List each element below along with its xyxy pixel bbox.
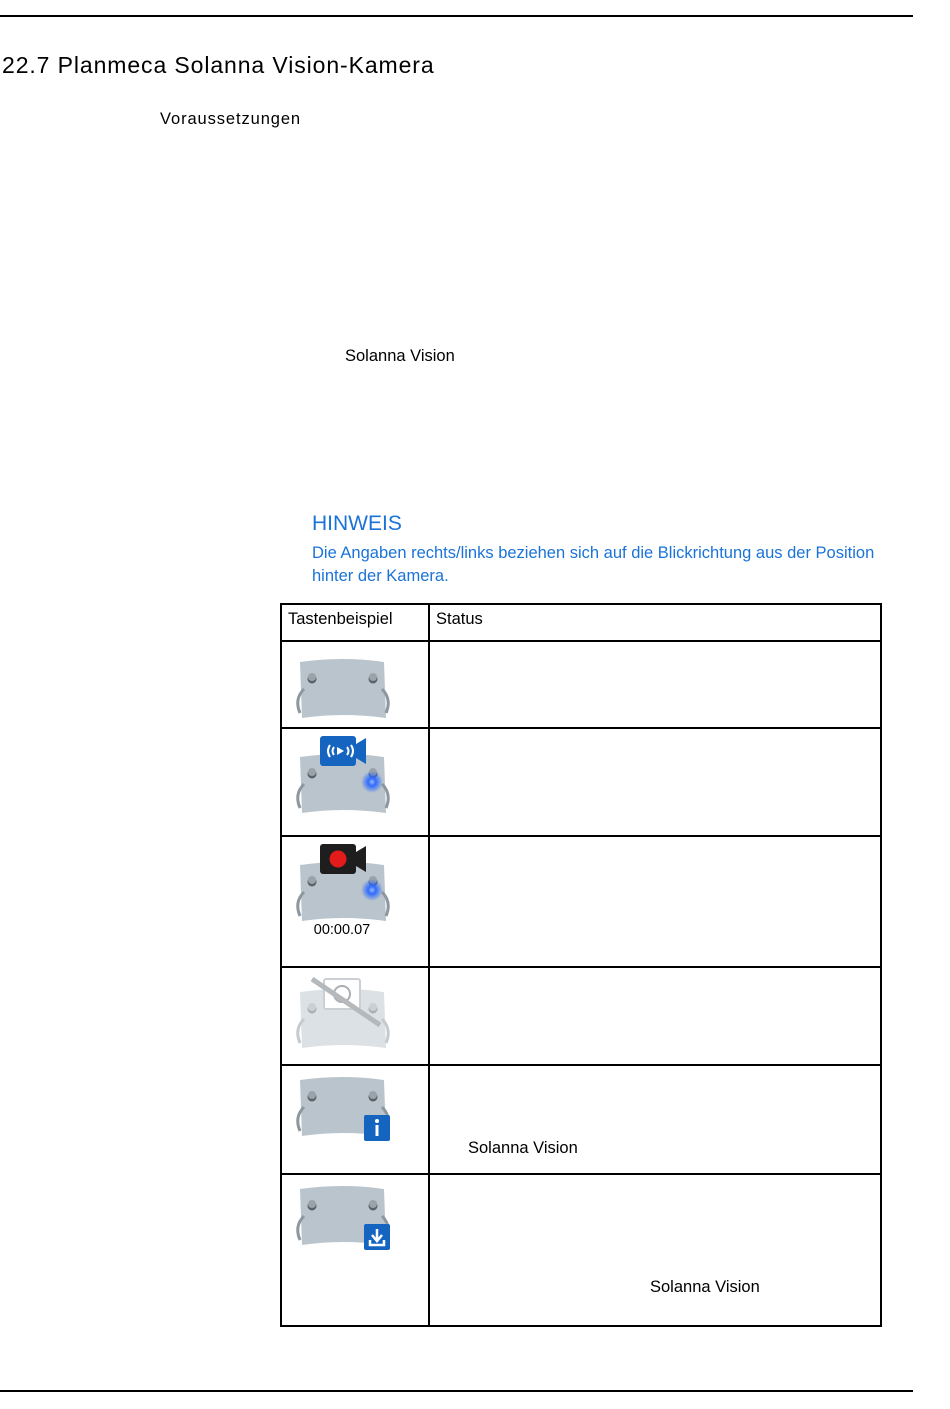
- table-row: [281, 836, 881, 967]
- camera-disabled-icon: [290, 973, 394, 1053]
- table-row: [281, 967, 881, 1065]
- status-cell: [429, 641, 881, 728]
- top-rule: [0, 15, 913, 17]
- camera-idle-icon: [290, 647, 394, 727]
- prerequisites-heading: Voraussetzungen: [160, 110, 302, 128]
- status-cell: [429, 1065, 881, 1174]
- status-text: Solanna Vision: [650, 1278, 760, 1296]
- status-cell: [429, 836, 881, 967]
- table-row: [281, 1065, 881, 1174]
- table-header-row: [281, 604, 881, 641]
- table-row: [281, 641, 881, 728]
- column-header-status: Status: [429, 604, 881, 641]
- note-block: [312, 512, 902, 588]
- table-row: [281, 728, 881, 836]
- button-example-cell: [281, 967, 429, 1065]
- status-text: Solanna Vision: [468, 1139, 578, 1157]
- camera-recording-icon: [290, 842, 394, 922]
- status-cell: [429, 728, 881, 836]
- prerequisites-product-name: Solanna Vision: [345, 347, 455, 365]
- bottom-rule: [0, 1390, 913, 1392]
- recording-time: 00:00.07: [313, 922, 371, 938]
- table-row: [281, 1174, 881, 1326]
- status-cell: [429, 967, 881, 1065]
- button-example-cell: [281, 1065, 429, 1174]
- note-heading: HINWEIS: [312, 512, 402, 535]
- status-cell: [429, 1174, 881, 1326]
- button-example-cell: [281, 641, 429, 728]
- section-title: 22.7 Planmeca Solanna Vision-Kamera: [2, 52, 435, 78]
- button-example-cell: [281, 836, 429, 967]
- camera-live-stream-icon: [290, 734, 394, 814]
- camera-download-icon: [290, 1180, 394, 1260]
- note-text: Die Angaben rechts/links beziehen sich auf die Blickrichtung aus der Position hinter der Kamera.: [312, 544, 875, 585]
- column-header-button-example: Tastenbeispiel: [281, 604, 429, 641]
- camera-info-icon: [290, 1071, 394, 1151]
- button-example-cell: [281, 1174, 429, 1326]
- status-table: [280, 603, 882, 1327]
- button-example-cell: [281, 728, 429, 836]
